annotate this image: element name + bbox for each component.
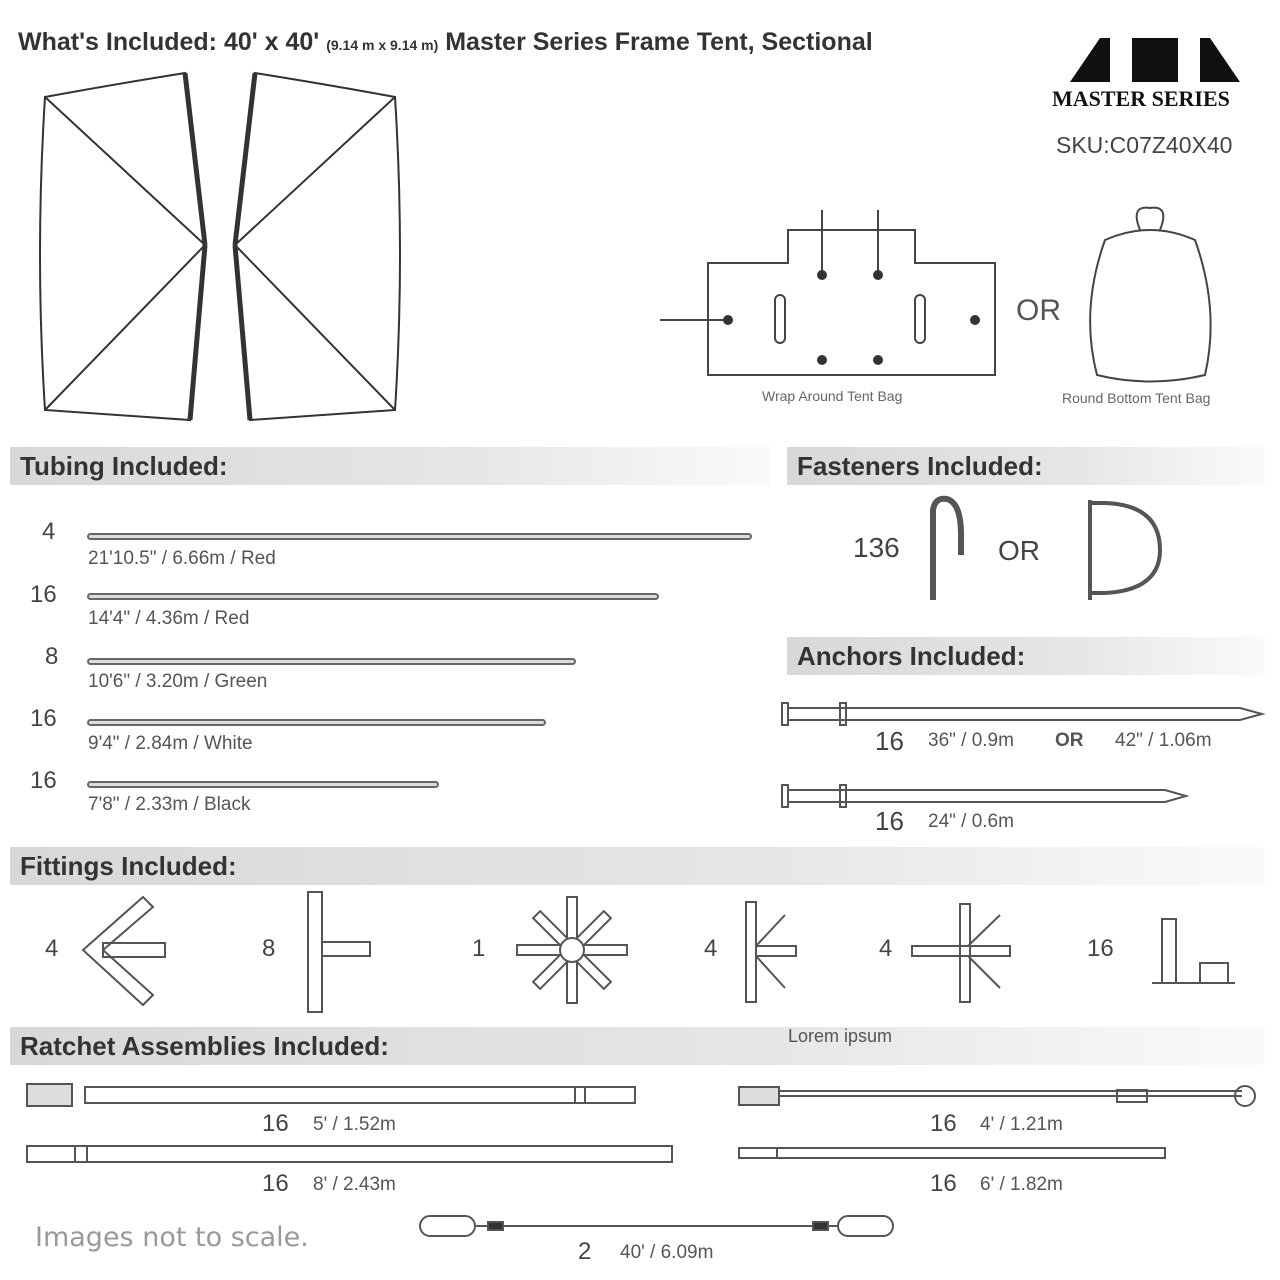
anchor-label-alt: 42" / 1.06m (1115, 730, 1212, 751)
fitting-qty: 1 (472, 935, 486, 962)
fitting-qty: 4 (45, 935, 59, 962)
lorem-ipsum-text: Lorem ipsum (788, 1026, 893, 1046)
fitting-qty: 16 (1087, 935, 1114, 962)
corner-fitting-icon (78, 895, 173, 1010)
section-header-fasteners: Fasteners Included: (787, 447, 1265, 485)
wrap-bag-label: Wrap Around Tent Bag (762, 388, 903, 404)
anchor-stake-long-icon (780, 700, 1265, 730)
tube-bar (87, 658, 576, 665)
tube-label: 7'8" / 2.33m / Black (88, 794, 251, 815)
cable-40ft-icon (418, 1212, 896, 1240)
ratchet-qty: 16 (930, 1170, 957, 1197)
tube-label: 10'6" / 3.20m / Green (88, 671, 268, 692)
anchor-stake-short-icon (780, 782, 1190, 812)
ratchet-label: 4' / 1.21m (980, 1114, 1063, 1135)
title-product: Master Series Frame Tent, Sectional (445, 28, 873, 56)
section-header-anchors: Anchors Included: (787, 637, 1265, 675)
ratchet-strap-5ft-icon (25, 1080, 640, 1110)
tee-fitting-icon (300, 890, 375, 1015)
tube-label: 9'4" / 2.84m / White (88, 733, 253, 754)
title-metric: (9.14 m x 9.14 m) (326, 37, 439, 53)
fitting-qty: 4 (704, 935, 718, 962)
ratchet-label: 40' / 6.09m (620, 1242, 714, 1263)
anchor-label: 36" / 0.9m (928, 730, 1014, 751)
tube-bar (87, 593, 659, 600)
bag-or: OR (1016, 294, 1061, 327)
fastener-qty: 136 (853, 532, 900, 563)
tube-label: 14'4" / 4.36m / Red (88, 608, 250, 629)
foot-plate-fitting-icon (1150, 915, 1240, 990)
tube-qty: 8 (45, 643, 59, 670)
ratchet-qty: 2 (578, 1238, 592, 1265)
tent-frame-plan-icon (30, 65, 410, 430)
j-stake-fastener-icon (925, 495, 970, 605)
section-header-ratchets: Ratchet Assemblies Included: (10, 1027, 1265, 1065)
round-bottom-tent-bag-icon (1085, 200, 1220, 385)
section-header-tubing: Tubing Included: (10, 447, 770, 485)
sku: SKU:C07Z40X40 (1056, 132, 1233, 158)
fastener-or: OR (998, 535, 1040, 566)
tube-qty: 16 (30, 767, 57, 794)
anchor-or: OR (1055, 730, 1084, 751)
ratchet-label: 8' / 2.43m (313, 1174, 396, 1195)
ratchet-cable-4ft-icon (737, 1082, 1257, 1110)
scale-note: Images not to scale. (35, 1222, 309, 1253)
fitting-qty: 4 (879, 935, 893, 962)
section-header-fittings: Fittings Included: (10, 847, 1265, 885)
ratchet-label: 5' / 1.52m (313, 1114, 396, 1135)
master-series-logo (1060, 30, 1250, 90)
tube-bar (87, 781, 439, 788)
anchor-qty: 16 (875, 806, 904, 836)
title-size: What's Included: 40' x 40' (18, 28, 320, 56)
strap-6ft-icon (737, 1145, 1169, 1163)
ratchet-label: 6' / 1.82m (980, 1174, 1063, 1195)
wrap-around-tent-bag-icon (660, 205, 1000, 380)
ratchet-qty: 16 (262, 1110, 289, 1137)
tube-qty: 4 (42, 518, 56, 545)
ratchet-qty: 16 (930, 1110, 957, 1137)
ratchet-qty: 16 (262, 1170, 289, 1197)
hitch-pin-fastener-icon (1080, 495, 1170, 605)
tube-qty: 16 (30, 705, 57, 732)
logo-text: MASTER SERIES (1052, 86, 1230, 111)
strap-8ft-icon (25, 1142, 675, 1166)
tube-bar (87, 533, 752, 540)
tube-bar (87, 719, 546, 726)
side-hub-fitting-icon (740, 900, 800, 1005)
anchor-label: 24" / 0.6m (928, 811, 1014, 832)
tube-qty: 16 (30, 581, 57, 608)
anchor-qty: 16 (875, 726, 904, 756)
tube-label: 21'10.5" / 6.66m / Red (88, 548, 276, 569)
page-title (18, 28, 873, 57)
ridge-hub-fitting-icon (910, 900, 1015, 1005)
fitting-qty: 8 (262, 935, 276, 962)
round-bag-label: Round Bottom Tent Bag (1062, 390, 1211, 406)
center-hub-fitting-icon (515, 895, 630, 1005)
